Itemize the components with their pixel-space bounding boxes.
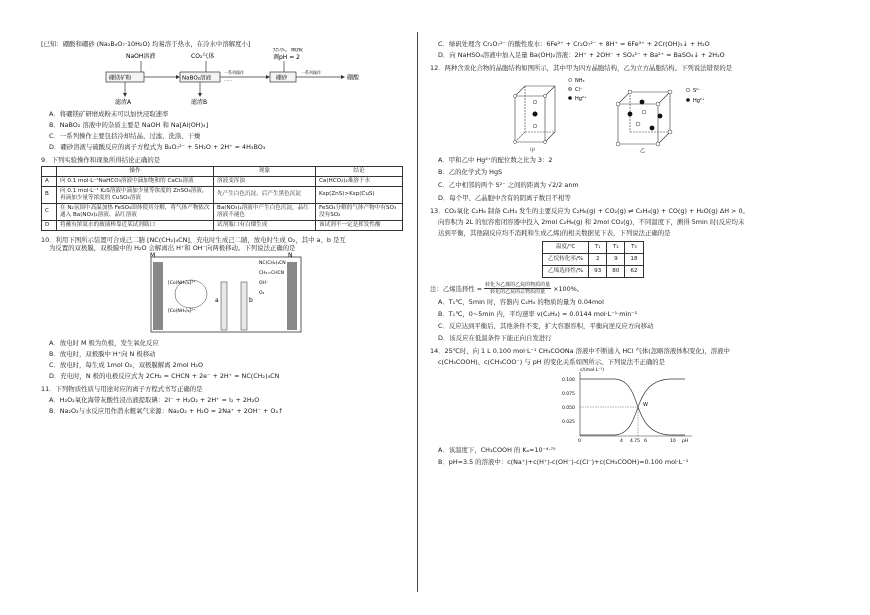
table-header: 操作 [57,167,214,177]
q10-option-b: B．放电时，双极膜中 H⁺向 N 极移动 [49,349,156,358]
electrode-m-label: M [150,251,156,259]
electrode-n-label: N [288,251,293,259]
table-cell: 向 0.1 mol·L⁻¹NaHCO₃溶液中滴加饱和的 CaCl₂溶液 [57,176,214,186]
y-tick: 0.025 [562,420,575,426]
table-row [42,186,403,203]
q9-table [41,166,403,231]
q10-stem-line1: 10．利用下图所示装置可合成己二腈 [NC(CH₂)₄CN]，充电时生成己二腈，放电时生成 O₂，其中 a、b 是互 [41,235,346,244]
legend-left-3: Hg²⁺ [575,96,587,102]
table-cell: FeSO₄分解的气体产物中有SO₃没有SO₂ [316,203,403,220]
q13-stem-line3: 达到平衡，其他副反应均不消耗和生成乙烯)的相关数据见下表，下列说法正确的是 [438,229,671,237]
q12-crystal-cells [430,72,830,154]
q8-flowchart [41,48,401,108]
product-label-4: O₂ [259,290,265,296]
table-cell: 2 [589,253,607,265]
q8-option-d: D．硼砂溶液与硫酸反应的离子方程式为 B₄O₇²⁻ + 5H₂O + 2H⁺ = 4H₃BO₃ [49,143,266,151]
product-label-3: OH⁻ [259,280,269,286]
flow-step3: 一系列操作 [301,70,321,75]
table-cell: 93 [589,265,607,277]
table-cell: 乙烯选择性/% [543,265,589,277]
table-cell: 9 [607,253,625,265]
table-cell: T₂ [607,242,625,254]
q14-option-b: B．pH=3.5 的溶液中：c(Na⁺)+c(H⁺)-c(OH⁻)-c(Cl⁻)+c(CH₃COOH)=0.100 mol·L⁻¹ [438,458,689,467]
q10-option-c: C．放电时，每生成 1mol O₂，双极膜解离 2mol H₂O [49,360,203,369]
q11-option-b: B．Na₂O₂与水反应用作潜水艇氧气来源：Na₂O₂ + H₂O = 2Na⁺ + 2OH⁻ + O₂↑ [49,406,284,415]
q13-option-b: B．T₁℃，0~5min 内，平均速率 v(C₂H₄) = 0.0144 mol·L⁻¹·min⁻¹ [438,310,638,319]
table-row [42,176,403,186]
product-label-1: NC(CH₂)₄CN [259,260,286,266]
table-cell: 乙烷转化率/% [543,253,589,265]
flow-box2: NaBO₂溶液 [182,75,212,82]
ion-label-2: [Co(NH₃)₆]²⁺ [168,308,196,314]
q12-option-d: D．每个甲、乙晶胞中含有的阴离子数目不相等 [438,194,571,202]
q14-stem-line2: c(CH₃COOH)、c(CH₃COO⁻) 与 pH 的变化关系如图所示。下列说法不正确的是 [438,358,666,367]
table-cell: B [42,186,57,203]
cell-right-yi [616,88,705,154]
q13-option-a: A．T₁℃，5min 时，容器内 C₂H₄ 的物质的量为 0.04mol [438,298,604,307]
membrane-b-label: b [249,296,253,304]
table-cell: A [42,176,57,186]
q13-note [430,282,835,296]
q12-option-c: C．乙中相邻的两个 S²⁻ 之间的距离为 √2/2 anm [438,181,579,189]
cell-left-jia [514,78,587,154]
table-cell: 18 [625,253,643,265]
y-tick: 0.050 [562,406,575,412]
chart-ylabel: c/(mol·L⁻¹) [580,368,605,374]
table-cell: 将蘸有浓氨水的玻璃棒靠近某试剂瓶口 [57,220,214,230]
table-row [543,253,644,265]
flow-step2b: …… [224,77,232,82]
table-header: 结论 [316,167,403,177]
flow-residueB: 滤渣B [191,99,208,106]
table-cell: Ksp(ZnS)>Ksp(CuS) [316,186,403,203]
table-cell: Ca(HCO₃)₂难溶于水 [316,176,403,186]
q13-table [542,241,644,278]
table-row [42,220,403,230]
table-row [543,242,644,254]
table-cell: T₁ [589,242,607,254]
q8-note: [已知：硼酸和硼砂 (Na₂B₄O₇·10H₂O) 均易溶于热水，在冷水中溶解度小] [41,40,251,48]
table-cell: 温度/℃ [543,242,589,254]
table-cell: 先产生白色沉淀，后产生黑色沉淀 [214,186,316,203]
table-cell: 试剂瓶口有白烟生成 [214,220,316,230]
flow-reagent3a: 热水，硫酸 [273,48,304,53]
legend-left-2: Cl⁻ [575,87,583,93]
note-denominator: 转化的乙烷的总物质的量 [490,289,546,296]
flow-step2a: 一系列操作 [224,70,244,75]
flow-reagent1: NaOH溶液 [126,53,156,60]
legend-left-1: NH₃ [575,78,585,84]
q8-option-a: A．将硼镁矿研磨成粉末可以加快浸取速率 [49,110,169,118]
flow-reagent2: CO₂气体 [191,53,215,60]
ion-label-1: [Co(NH₃)₆]³⁺ [168,280,196,286]
note-prefix: 注：乙烯选择性 = [430,284,483,293]
q14-concentration-chart [430,366,830,444]
q13-option-c: C．反应达到平衡后，其他条件不变，扩大容器容积，平衡向逆反应方向移动 [438,322,654,331]
q10-option-d: D．充电时，N 极的电极反应式为 2CH₂ = CHCN + 2e⁻ + 2H⁺ = NC(CH₂)₄CN [49,371,280,380]
q11-stem: 11．下列物质性质与用途对应的离子方程式书写正确的是 [41,384,203,393]
flow-box3: 硼砂 [276,75,288,82]
flow-reagent3b: 调pH = 2 [273,54,300,61]
point-label: W [643,402,648,409]
q11-option-a: A．H₂O₂氧化海带灰酸性浸出液提取碘：2I⁻ + H₂O₂ + 2H⁺ = I₂ + 2H₂O [49,395,260,404]
table-header: 现象 [214,167,316,177]
flow-product: 硼酸 [347,74,360,82]
q12-stem: 12．两种含汞化合物的晶胞结构如图所示，其中甲为四方晶胞结构，乙为立方晶胞结构。下列说法错误的是 [430,64,733,72]
table-cell: T₃ [625,242,643,254]
table-cell: 该试剂不一定是挥发性酸 [316,220,403,230]
note-numerator: 转化为乙烯的乙烷的物质的量 [485,281,551,288]
table-cell: D [42,220,57,230]
right-column [430,40,835,466]
table-cell: 80 [607,265,625,277]
table-cell: 向 0.1 mol·L⁻¹ K₂S溶液中滴加少量等浓度的 ZnSO₄溶液，再滴加少量等浓度的 CuSO₄溶液 [57,186,214,203]
table-cell: 溶液变浑浊 [214,176,316,186]
q14-option-a: A．该温度下，CH₃COOH 的 Kₐ=10⁻⁴·⁷⁵ [438,446,556,455]
product-label-2: CH₂=CHCN [259,270,285,276]
x-tick: 4 [620,439,623,445]
q13-option-d: D．该反应在低温条件下能正向自发进行 [438,334,552,343]
q13-stem-line2: 向容积为 2L 的恒容密闭容器中投入 2mol C₂H₆(g) 和 2mol CO₂(g)，不同温度下，测得 5min 时(反应均未 [438,218,745,226]
table-cell: 62 [625,265,643,277]
flow-residueA: 滤渣A [115,99,132,106]
y-tick: 0.100 [562,378,575,384]
chart-xlabel: pH [682,439,689,445]
flow-box1: 硼镁矿粉 [109,75,132,82]
table-cell: C [42,203,57,220]
x-tick: 0 [578,439,581,445]
caption-yi: 乙 [640,148,646,154]
q14-stem-line1: 14．25℃时，向 1 L 0.100 mol·L⁻¹ CH₃COONa 溶液中不断通入 HCl 气体(忽略溶液体积变化)，溶液中 [430,347,730,356]
q11-option-c: C．绿矾处理含 Cr₂O₇²⁻ 的酸性废水：6Fe²⁺ + Cr₂O₇²⁻ + 8H⁺ = 6Fe³⁺ + 2Cr(OH)₃↓ + H₂O [438,40,710,48]
table-row [543,265,644,277]
q8-option-b: B．NaBO₂ 溶液中的杂质主要是 NaOH 和 Na[Al(OH)₄] [49,121,209,129]
left-column [41,40,406,415]
q10-stem-line2: 为反置的双极膜，双极膜中的 H₂O 会解离出 H⁺和 OH⁻向两极移动。下列说法正确的是 [49,243,296,252]
x-tick: 4.75 [630,439,641,445]
y-tick: 0.075 [562,392,575,398]
legend-right-2: Hg²⁺ [693,98,705,104]
membrane-a-label: a [215,296,219,304]
q10-option-a: A．放电时 M 极为负极，发生氧化反应 [49,338,159,347]
q10-electrolysis-diagram [41,252,401,337]
q9-stem: 9．下列实验操作和现象所得结论正确的是 [41,156,161,164]
column-divider [417,32,418,592]
q12-option-b: B．乙的化学式为 HgS [438,168,503,176]
q11-option-d: D．向 NaHSO₄溶液中加入足量 Ba(OH)₂溶液：2H⁺ + 2OH⁻ + SO₄²⁻ + Ba²⁺ = BaSO₄↓ + 2H₂O [438,51,725,59]
table-cell: 在 N₂氛围中高温加热 FeSO₄固体使其分解，将气体产物依次通入 Ba(NO₃)₂溶液、品红溶液 [57,203,214,220]
x-tick: 10 [670,439,676,445]
q12-option-a: A．甲和乙中 Hg²⁺的配位数之比为 3：2 [438,156,553,164]
q13-stem-line1: 13．CO₂氧化 C₂H₆ 制备 C₂H₄ 发生的主要反应为 C₂H₆(g) + CO₂(g) ⇌ C₂H₄(g) + CO(g) + H₂O(g) ΔH > 0。 [430,207,749,215]
table-row [42,203,403,220]
note-suffix: ×100%。 [553,284,584,293]
table-cell: Ba(NO₃)₂溶液中产生白色沉淀，品红溶液不褪色 [214,203,316,220]
x-tick: 6 [644,439,647,445]
table-header-row [42,167,403,177]
q8-option-c: C．一系列操作主要包括冷却结晶、过滤、洗涤、干燥 [49,132,201,140]
legend-right-1: S²⁻ [693,88,701,94]
caption-jia: 甲 [530,148,536,154]
note-fraction [484,282,551,296]
